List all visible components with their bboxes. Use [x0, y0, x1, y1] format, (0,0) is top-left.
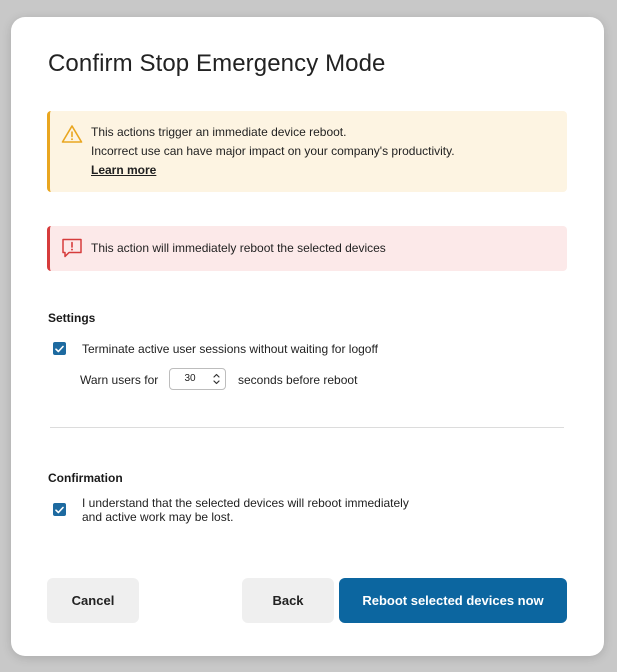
reboot-now-button[interactable]: Reboot selected devices now — [339, 578, 567, 623]
section-divider — [50, 427, 564, 428]
acknowledge-label — [82, 496, 409, 524]
confirm-dialog — [11, 17, 604, 656]
dialog-title: Confirm Stop Emergency Mode — [48, 50, 386, 77]
checkmark-icon — [55, 506, 64, 514]
stepper-up-icon[interactable] — [214, 375, 219, 378]
error-alert-text: This action will immediately reboot the selected devices — [91, 241, 386, 255]
warn-users-prefix: Warn users for — [80, 373, 159, 387]
warn-seconds-stepper[interactable] — [169, 368, 226, 390]
learn-more-link[interactable]: Learn more — [91, 163, 157, 177]
warning-alert — [47, 111, 567, 192]
confirmation-heading: Confirmation — [48, 471, 123, 485]
back-button[interactable]: Back — [242, 578, 334, 623]
checkmark-icon — [55, 345, 64, 353]
cancel-button[interactable]: Cancel — [47, 578, 139, 623]
terminate-sessions-checkbox[interactable] — [53, 342, 66, 355]
stepper-down-icon[interactable] — [214, 381, 219, 384]
warn-seconds-value: 30 — [184, 373, 196, 384]
warn-users-suffix: seconds before reboot — [238, 373, 358, 387]
terminate-sessions-label: Terminate active user sessions without waiting for logoff — [82, 342, 378, 356]
settings-heading: Settings — [48, 311, 96, 325]
warning-alert-text — [91, 123, 455, 180]
warning-line-2: Incorrect use can have major impact on your company's productivity. — [91, 144, 455, 158]
acknowledge-checkbox[interactable] — [53, 503, 66, 516]
error-alert — [47, 226, 567, 271]
warning-line-1: This actions trigger an immediate device reboot. — [91, 125, 347, 139]
acknowledge-line-1: I understand that the selected devices will reboot immediately — [82, 496, 409, 510]
acknowledge-line-2: and active work may be lost. — [82, 510, 234, 524]
warning-triangle-icon — [61, 124, 83, 147]
error-message-icon — [61, 237, 83, 262]
